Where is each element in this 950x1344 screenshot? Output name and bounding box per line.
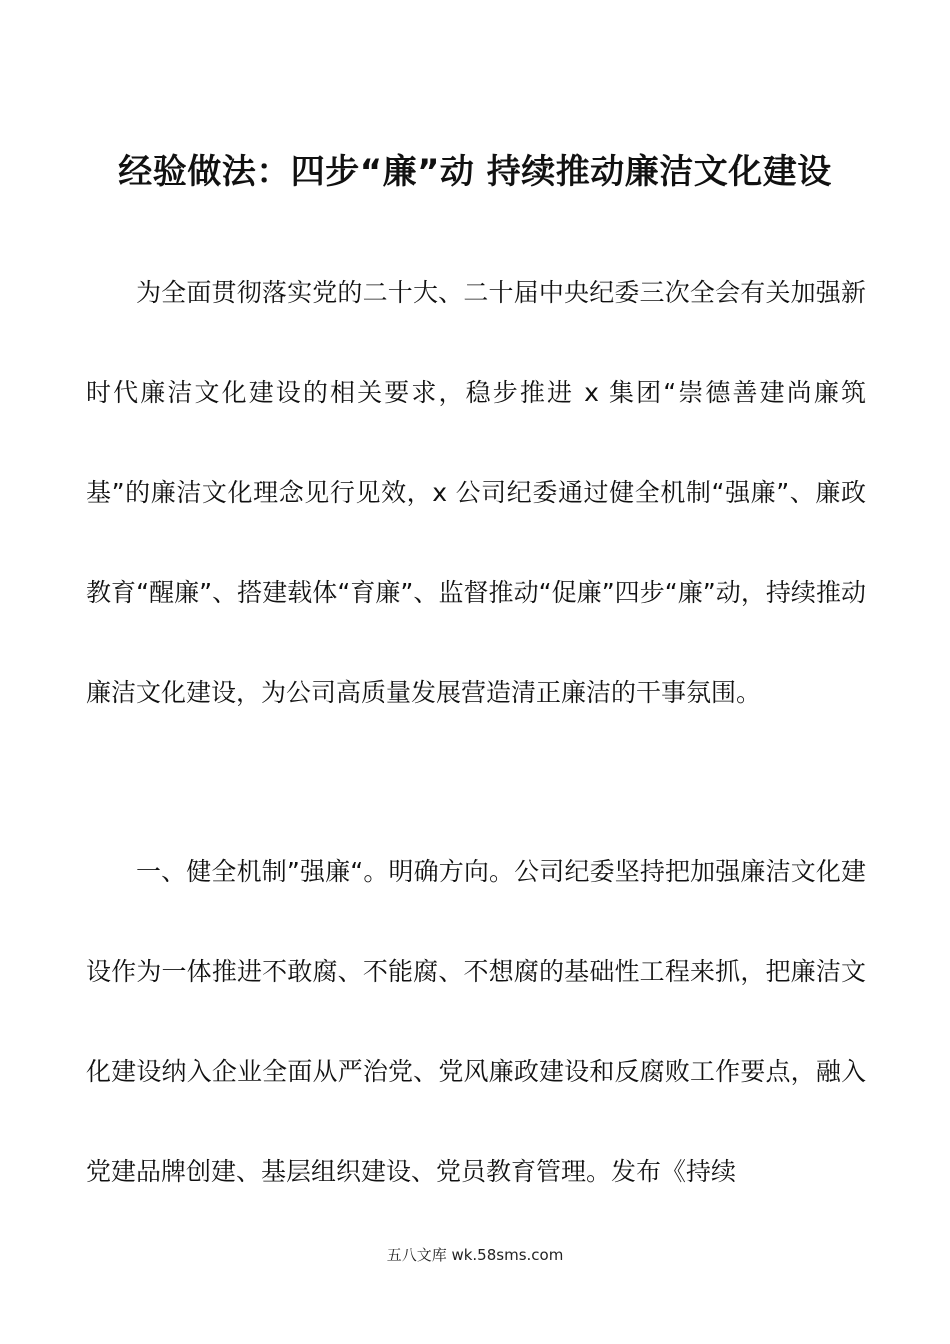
document-title: 经验做法：四步“廉”动 持续推动廉洁文化建设 <box>118 152 832 192</box>
footer-watermark: 五八文库 wk.58sms.com <box>386 1246 564 1264</box>
paragraph-intro: 为全面贯彻落实党的二十大、二十届中央纪委三次全会有关加强新时代廉洁文化建设的相关要求，稳步推进 x 集团“崇德善建尚廉筑基”的廉洁文化理念见行见效，x 公司纪委通过健全机制“强廉”、廉政教育“醒廉”、搭建载体“育廉”、监督推动“促廉”四步“廉”动，持续推动廉洁文化建设，为公司高质量发展营造清正廉洁的干事氛围。 <box>86 278 866 707</box>
paragraph-section-one: 一、健全机制”强廉“。明确方向。公司纪委坚持把加强廉洁文化建设作为一体推进不敢腐、不能腐、不想腐的基础性工程来抓，把廉洁文化建设纳入企业全面从严治党、党风廉政建设和反腐败工作要点，融入党建品牌创建、基层组织建设、党员教育管理。发布《持续 <box>86 857 866 1186</box>
